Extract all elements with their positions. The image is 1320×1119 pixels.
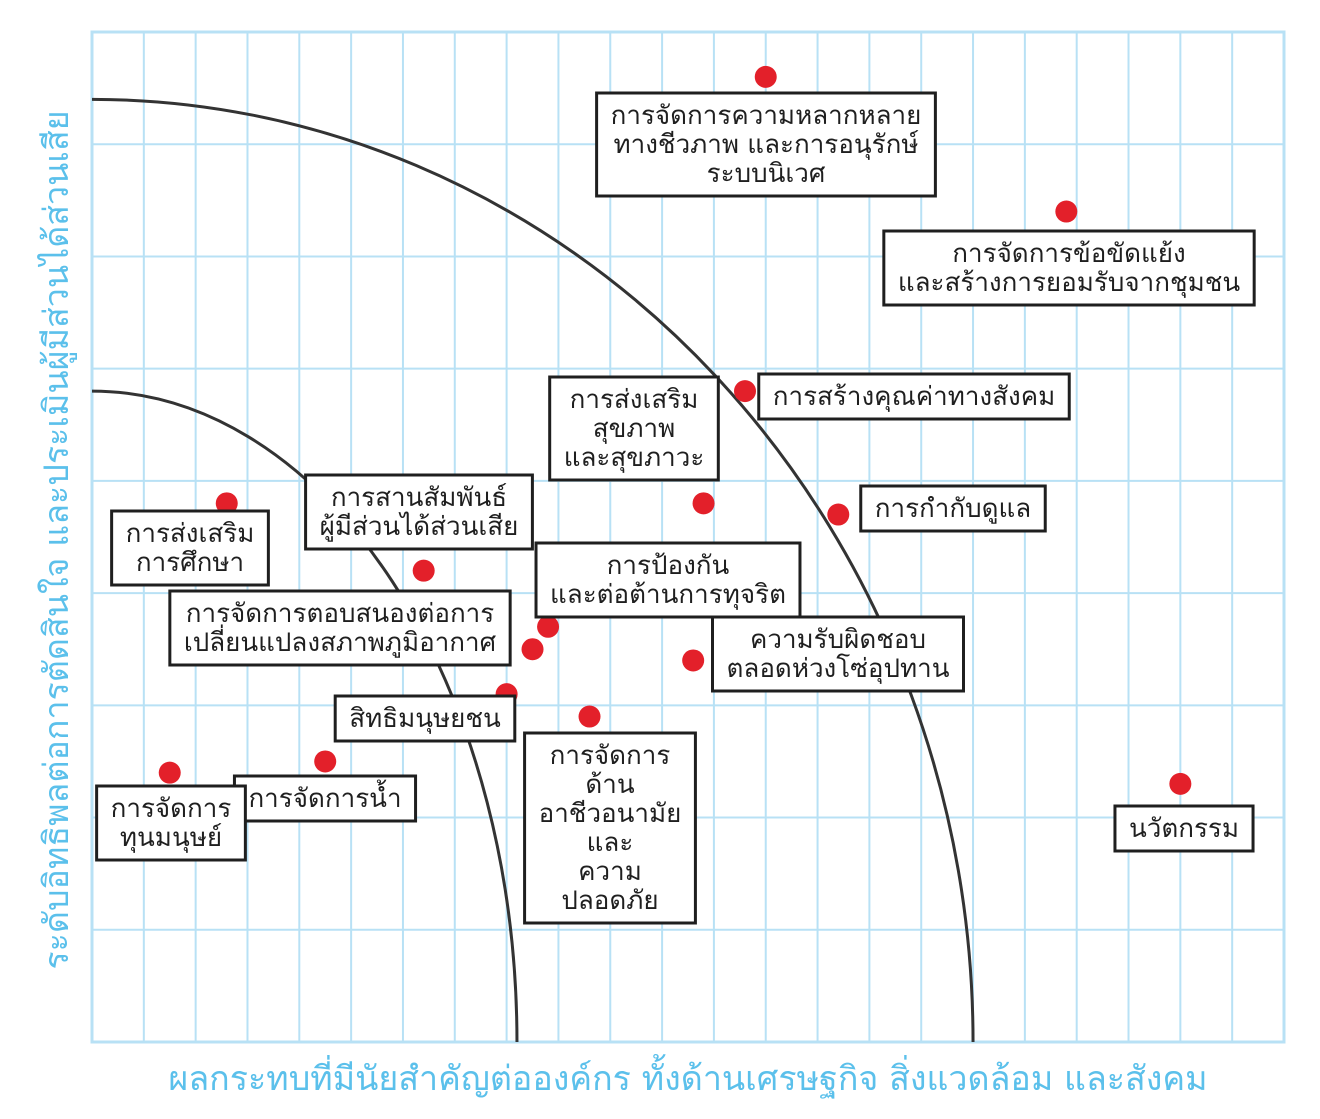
point-label: [759, 374, 1069, 419]
data-point: [314, 750, 336, 772]
point-label-line: การสร้างคุณค่าทางสังคม: [772, 382, 1056, 412]
point-label: [550, 377, 719, 480]
point-label-line: และสุขภาวะ: [563, 443, 705, 473]
point-label: [861, 486, 1045, 531]
point-label-line: ด้าน: [585, 770, 635, 800]
point-label-line: สุขภาพ: [592, 414, 676, 444]
point-label-line: สิทธิมนุษยชน: [349, 704, 501, 734]
point-label: [536, 543, 800, 617]
data-point: [693, 492, 715, 514]
data-point: [682, 649, 704, 671]
point-label: [1115, 806, 1253, 851]
point-label-line: ทางชีวภาพ และการอนุรักษ์: [613, 130, 919, 160]
point-label-line: ตลอดห่วงโซ่อุปทาน: [726, 654, 950, 684]
point-label-line: การส่งเสริม: [125, 519, 255, 549]
point-label-line: ปลอดภัย: [561, 886, 659, 916]
point-label: [97, 786, 246, 860]
data-point: [537, 616, 559, 638]
point-label-line: การจัดการ: [549, 741, 671, 771]
x-axis-label: ผลกระทบที่มีนัยสำคัญต่อองค์กร ทั้งด้านเศรษฐกิจ สิ่งแวดล้อม และสังคม: [168, 1059, 1208, 1099]
point-label-line: และสร้างการยอมรับจากชุมชน: [897, 268, 1241, 298]
data-point: [827, 504, 849, 526]
data-point: [1055, 201, 1077, 223]
point-label-line: และ: [586, 828, 634, 858]
point-label-line: การส่งเสริม: [569, 385, 699, 415]
point-label-line: การสานสัมพันธ์: [330, 483, 508, 513]
data-point: [413, 560, 435, 582]
data-point: [159, 762, 181, 784]
data-point: [755, 66, 777, 88]
point-label-line: ความ: [578, 857, 642, 887]
point-label: [525, 733, 696, 923]
point-label-line: ความรับผิดชอบ: [749, 625, 927, 655]
point-label-line: ทุนมนุษย์: [119, 823, 223, 853]
y-axis-label: ระดับอิทธิพลต่อการตัดสินใจ และประเมินผู้มีส่วนได้ส่วนเสีย: [37, 110, 77, 970]
point-label-line: การกำกับดูแล: [874, 494, 1032, 524]
point-label: [112, 511, 269, 585]
point-label-line: การจัดการข้อขัดแย้ง: [952, 239, 1186, 269]
point-label: [884, 231, 1254, 305]
data-point: [579, 706, 601, 728]
point-label-line: นวัตกรรม: [1128, 814, 1240, 844]
point-label-line: การศึกษา: [135, 548, 245, 578]
point-label-line: การจัดการความหลากหลาย: [610, 101, 922, 131]
point-label-line: ระบบนิเวศ: [706, 159, 826, 189]
point-label: [170, 591, 510, 665]
data-point: [1169, 773, 1191, 795]
data-point: [522, 638, 544, 660]
point-label-line: เปลี่ยนแปลงสภาพภูมิอากาศ: [183, 628, 497, 658]
point-label-line: การป้องกัน: [606, 551, 730, 581]
point-label: [306, 475, 533, 549]
point-label-line: อาชีวอนามัย: [538, 799, 682, 829]
point-label-line: และต่อต้านการทุจริต: [550, 580, 786, 610]
point-label-line: การจัดการตอบสนองต่อการ: [185, 599, 495, 629]
point-labels: [97, 93, 1255, 923]
data-point: [734, 380, 756, 402]
point-label: [234, 776, 415, 821]
point-label-line: ผู้มีส่วนได้ส่วนเสีย: [319, 512, 519, 542]
point-label-line: การจัดการน้ำ: [248, 784, 402, 814]
point-label: [335, 696, 515, 741]
point-label-line: การจัดการ: [110, 794, 232, 824]
point-label: [597, 93, 936, 196]
point-label: [713, 617, 964, 691]
